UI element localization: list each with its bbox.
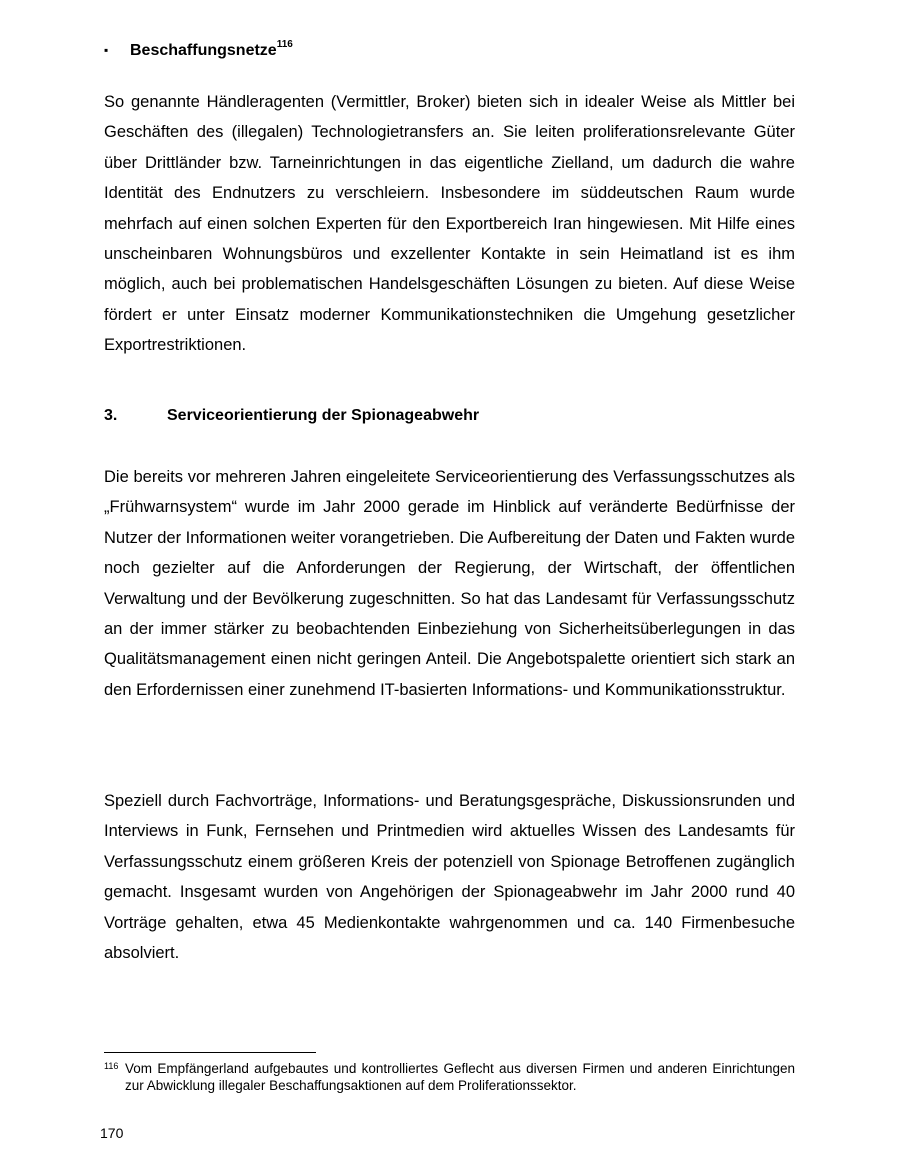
footnote-separator (104, 1052, 316, 1053)
paragraph-beschaffungsnetze: So genannte Händleragenten (Vermittler, Broker) bieten sich in idealer Weise als Mittler bei Geschäften des (illegalen) Technologietransfers an. Sie leiten proliferationsrelevante Güter über Drittländer bzw. Tarneinrichtungen in das eigentliche Zielland, um dadurch die wahre Identität des Endnutzers zu verschleiern. Insbesondere im süddeutschen Raum wurde mehrfach auf einen solchen Experten für den Exportbereich Iran hingewiesen. Mit Hilfe eines unscheinbaren Wohnungsbüros und exzellenter Kontakte in sein Heimatland ist es ihm möglich, auch bei problematischen Handelsgeschäften Lösungen zu bieten. Auf diese Weise fördert er unter Einsatz moderner Kommunikationstechniken die Umgehung gesetzlicher Exportrestriktionen. (104, 93, 795, 355)
section-title: Serviceorientierung der Spionageabwehr (167, 407, 480, 424)
footnote-text: Vom Empfängerland aufgebautes und kontrolliertes Geflecht aus diversen Firmen und anderen Einrichtungen zur Abwicklung illegaler Beschaffungsaktionen auf dem Proliferationssektor. (125, 1061, 795, 1093)
footnote-number: 116 (104, 1061, 119, 1071)
section-number: 3. (104, 407, 118, 424)
bullet-heading-title: Beschaffungsnetze (130, 42, 277, 59)
bullet-square-icon: ▪ (104, 43, 109, 57)
footnote-reference: 116 (276, 39, 293, 50)
footnote (104, 1060, 795, 1094)
section-heading (104, 404, 479, 428)
page-number: 170 (100, 1125, 124, 1141)
paragraph-serviceorientierung: Die bereits vor mehreren Jahren eingeleitete Serviceorientierung des Verfassungsschutzes als „Frühwarnsystem“ wurde im Jahr 2000 gerade im Hinblick auf veränderte Bedürfnisse der Nutzer der Informationen weiter vorangetrieben. Die Aufbereitung der Daten und Fakten wurde noch gezielter auf die Anforderungen der Regierung, der Wirtschaft, der öffentlichen Verwaltung und der Bevölkerung zugeschnitten. So hat das Landesamt für Verfassungsschutz an der immer stärker zu beobachtenden Einbeziehung von Sicherheitsüberlegungen in das Qualitätsmanagement einen nicht geringen Anteil. Die Angebotspalette orientiert sich stark an den Erfordernissen einer zunehmend IT-basierten Informations- und Kommunikationsstruktur. (104, 468, 795, 699)
paragraph-vortraege: Speziell durch Fachvorträge, Informations- und Beratungsgespräche, Diskussionsrunden und Interviews in Funk, Fernsehen und Printmedien wird aktuelles Wissen des Landesamts für Verfassungsschutz einem größeren Kreis der potenziell von Spionage Betroffenen zugänglich gemacht. Insgesamt wurden von Angehörigen der Spionageabwehr im Jahr 2000 rund 40 Vorträge gehalten, etwa 45 Medienkontakte wahrgenommen und ca. 140 Firmenbesuche absolviert. (104, 792, 795, 963)
bullet-heading (104, 38, 293, 63)
